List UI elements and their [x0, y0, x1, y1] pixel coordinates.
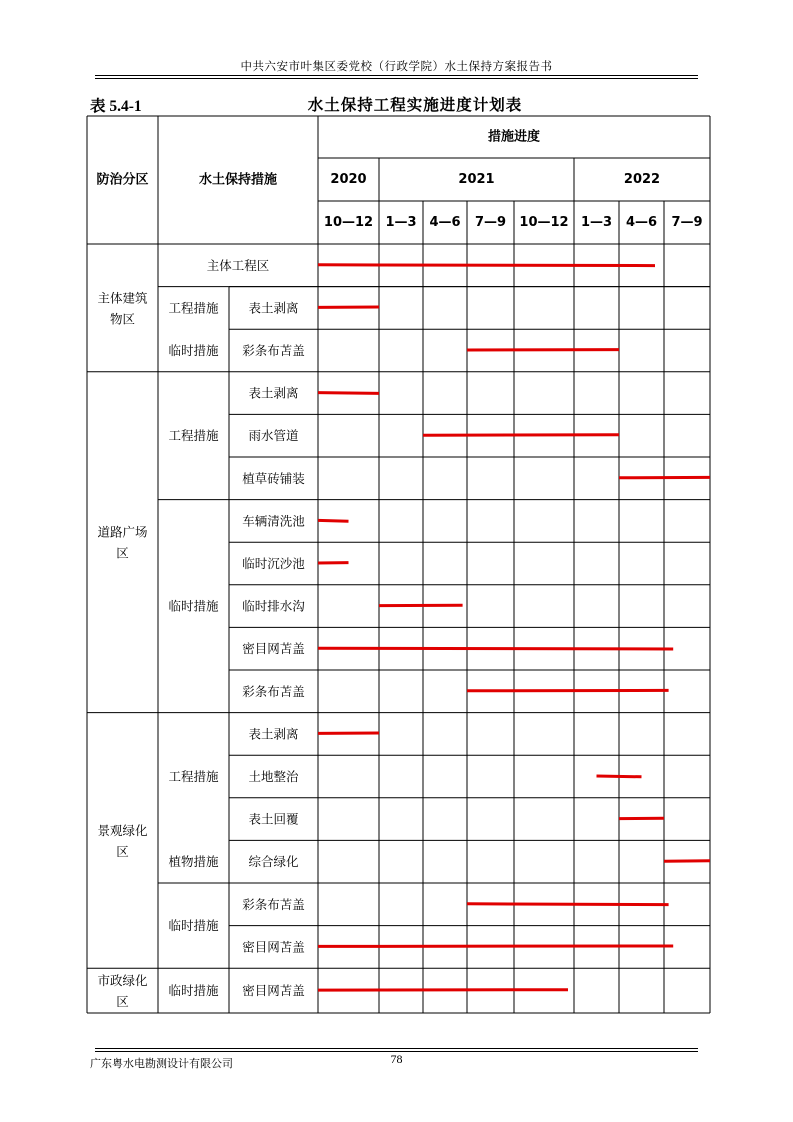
zone-name: 景观绿化	[97, 822, 148, 838]
footer-company: 广东粤水电勘测设计有限公司	[90, 1057, 233, 1070]
year-2021: 2021	[458, 172, 495, 187]
zone-name: 市政绿化	[97, 973, 148, 989]
period-label: 7—9	[474, 215, 507, 230]
period-label: 7—9	[671, 215, 703, 230]
period-label: 4—6	[625, 215, 658, 230]
measure-label: 表土剥离	[248, 300, 299, 316]
page-number: 78	[390, 1052, 403, 1066]
gantt-bar	[318, 265, 655, 266]
measure-label: 临时排水沟	[242, 598, 305, 614]
measures-header: 水土保持措施	[198, 172, 278, 188]
measure-label: 主体工程区	[206, 257, 270, 273]
gantt-bar	[597, 776, 642, 777]
year-2020: 2020	[330, 172, 367, 187]
measure-label: 密目网苫盖	[242, 641, 305, 657]
category-label: 临时措施	[168, 598, 219, 614]
zone-name: 物区	[109, 311, 136, 327]
period-label: 1—3	[385, 215, 417, 230]
zone-name: 区	[116, 545, 129, 561]
zone-name: 区	[116, 843, 129, 859]
category-label: 工程措施	[168, 769, 219, 784]
footer-rule	[95, 1048, 698, 1049]
progress-header: 措施进度	[487, 129, 541, 145]
measure-label: 综合绿化	[248, 854, 299, 870]
measure-label: 植草砖铺装	[242, 470, 305, 486]
measure-label: 车辆清洗池	[242, 513, 305, 529]
category-label: 工程措施	[168, 300, 219, 316]
category-label: 工程措施	[168, 428, 219, 444]
period-label: 10—12	[519, 215, 569, 230]
gantt-bar	[318, 393, 379, 394]
gantt-bar	[318, 648, 673, 649]
table-title: 水土保持工程实施进度计划表	[307, 96, 523, 114]
measure-label: 表土回覆	[248, 811, 299, 827]
page-header: 中共六安市叶集区委党校（行政学院）水土保持方案报告书	[240, 59, 553, 73]
measure-label: 土地整治	[248, 769, 299, 784]
gantt-bar	[318, 520, 349, 521]
period-label: 1—3	[580, 215, 613, 230]
zone-name: 区	[116, 994, 129, 1010]
measure-label: 雨水管道	[248, 428, 299, 444]
gantt-bar	[467, 904, 669, 905]
category-label: 临时措施	[168, 343, 219, 358]
measure-label: 临时沉沙池	[242, 556, 305, 571]
zone-name: 道路广场	[97, 524, 148, 540]
table-number: 表 5.4-1	[90, 98, 142, 115]
zone-name: 主体建筑	[97, 290, 148, 306]
measure-label: 密目网苫盖	[242, 983, 305, 999]
category-label: 临时措施	[168, 983, 219, 999]
category-label: 植物措施	[168, 854, 219, 870]
measure-label: 彩条布苫盖	[242, 683, 305, 699]
category-label: 临时措施	[168, 918, 219, 934]
measure-label: 表土剥离	[248, 726, 299, 742]
measure-label: 彩条布苫盖	[242, 896, 305, 912]
measure-label: 表土剥离	[248, 385, 299, 401]
measure-label: 密目网苫盖	[242, 939, 305, 955]
zone-header: 防治分区	[96, 172, 149, 188]
period-label: 10—12	[323, 215, 374, 230]
period-label: 4—6	[429, 215, 461, 230]
measure-label: 彩条布苫盖	[242, 343, 305, 358]
year-2022: 2022	[623, 172, 661, 187]
